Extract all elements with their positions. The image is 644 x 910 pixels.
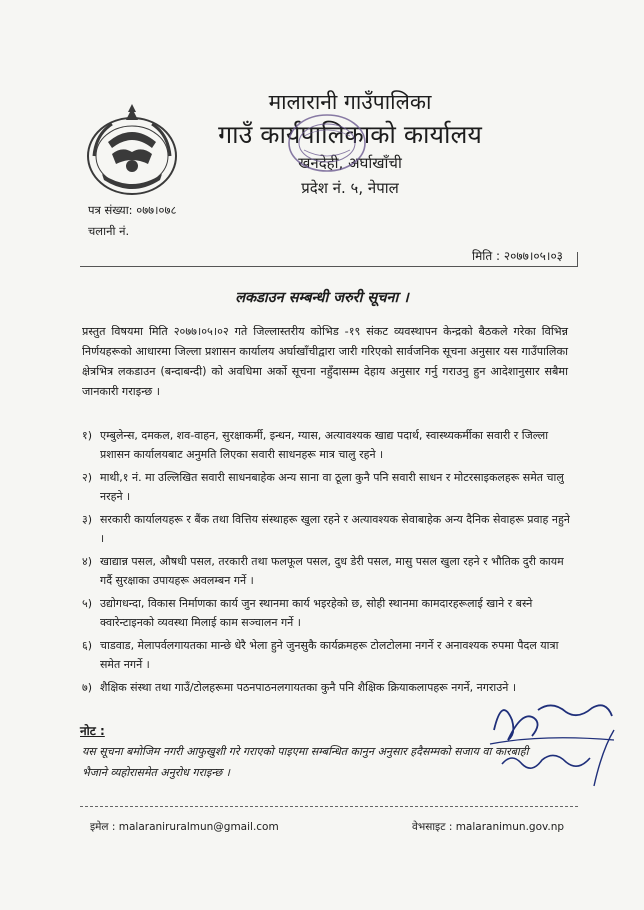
item-number: २): [82, 471, 93, 484]
municipality-name: मालारानी गाउँपालिका: [268, 90, 432, 114]
office-address: खनदेही, अर्घाखाँची: [298, 154, 402, 172]
date-rule-cap: [577, 252, 578, 266]
item-text: माथी,१ नं. मा उल्लिखित सवारी साधनबाहेक अन्य साना वा ठूला कुनै पनि सवारी साधन र मोटरसाइकलहरू समेत चालु नरहने ।: [100, 471, 564, 503]
notice-title: लकडाउन सम्बन्धी जरुरी सूचना ।: [235, 290, 409, 306]
list-item: [82, 636, 574, 674]
footer-rule: [80, 806, 578, 807]
item-number: ५): [82, 597, 93, 610]
province-address: प्रदेश नं. ५, नेपाल: [301, 179, 399, 197]
intro-paragraph: प्रस्तुत विषयमा मिति २०७७।०५।०२ गते जिल्लास्तरीय कोभिड -१९ संकट व्यवस्थापन केन्द्रको बैठकले गरेका विभिन्न निर्णयहरूको आधारमा जिल्ला प्रशासन कार्यालय अर्घाखाँचीद्वारा जारी गरिएको सार्वजनिक सूचना अनुसार यस गाउँपालिका क्षेत्रभित्र लकडाउन (बन्दाबन्दी) को अवधिमा अर्को सूचना नहुँदासम्म देहाय अनुसार गर्नु गराउनु हुन आदेशानुसार सबैमा जानकारी गराइन्छ ।: [82, 325, 568, 398]
list-item: [82, 468, 574, 506]
list-item: [82, 426, 574, 464]
item-number: ३): [82, 513, 93, 526]
list-item: [82, 594, 574, 632]
directive-list: [82, 426, 574, 701]
list-item: [82, 510, 574, 548]
footer-email: इमेल : malaraniruralmun@gmail.com: [90, 821, 279, 833]
item-text: चाडवाड, मेलापर्वलगायतका मान्छे धेरै भेला हुने जुनसुकै कार्यक्रमहरू टोलटोलमा नगर्ने र अनावश्यक रुपमा पैदल यात्रा समेत नगर्ने ।: [100, 639, 559, 671]
signature-icon: [482, 690, 622, 800]
footer-website: वेभसाइट : malaranimun.gov.np: [412, 821, 565, 833]
government-emblem-icon: [82, 104, 182, 202]
item-number: ६): [82, 639, 93, 652]
office-name: गाउँ कार्यपालिकाको कार्यालय: [218, 120, 482, 149]
item-number: १): [82, 429, 93, 442]
note-heading: नोट :: [80, 724, 105, 738]
date-rule: [80, 266, 578, 267]
item-text: खाद्यान्न पसल, औषधी पसल, तरकारी तथा फलफूल पसल, दुध डेरी पसल, मासु पसल खुला रहने र भौतिक दुरी कायम गर्दै सुरक्षाका उपायहरू अवलम्बन गर्ने ।: [100, 555, 564, 587]
reference-number: पत्र संख्या: ०७७।०७८: [88, 203, 177, 217]
notice-date: मिति : २०७७।०५।०३: [472, 249, 563, 263]
item-text: एम्बुलेन्स, दमकल, शव-वाहन, सुरक्षाकर्मी, इन्धन, ग्यास, अत्यावश्यक खाद्य पदार्थ, स्वास्थ्यकर्मीका सवारी र जिल्ला प्रशासन कार्यालयबाट अनुमति लिएका सवारी साधनहरू मात्र चालु रहने ।: [100, 429, 549, 461]
dispatch-number: चलानी नं.: [88, 224, 130, 238]
item-number: ४): [82, 555, 93, 568]
office-seal-icon: [286, 112, 368, 174]
item-text: सरकारी कार्यालयहरू र बैंक तथा वित्तिय संस्थाहरू खुला रहने र अत्यावश्यक सेवाबाहेक अन्य दैनिक सेवाहरू प्रवाह नहुने ।: [100, 513, 570, 545]
item-text: उद्योगधन्दा, विकास निर्माणका कार्य जुन स्थानमा कार्य भइरहेको छ, सोही स्थानमा कामदारहरूलाई खाने र बस्ने क्वारेन्टाइनको व्यवस्था मिलाई काम सञ्चालन गर्ने ।: [100, 597, 533, 629]
note-text: यस सूचना बमोजिम नगरी आफुखुशी गरे गराएको पाइएमा सम्बन्धित कानुन अनुसार हदैसम्मको सजाय वा कारबाही भैजाने व्यहोरासमेत अनुरोध गराइन्छ ।: [82, 745, 529, 779]
list-item: [82, 552, 574, 590]
item-text: शैक्षिक संस्था तथा गाउँ/टोलहरूमा पठनपाठनलगायतका कुनै पनि शैक्षिक क्रियाकलापहरू नगर्ने, नगराउने ।: [100, 681, 517, 694]
item-number: ७): [82, 681, 93, 694]
